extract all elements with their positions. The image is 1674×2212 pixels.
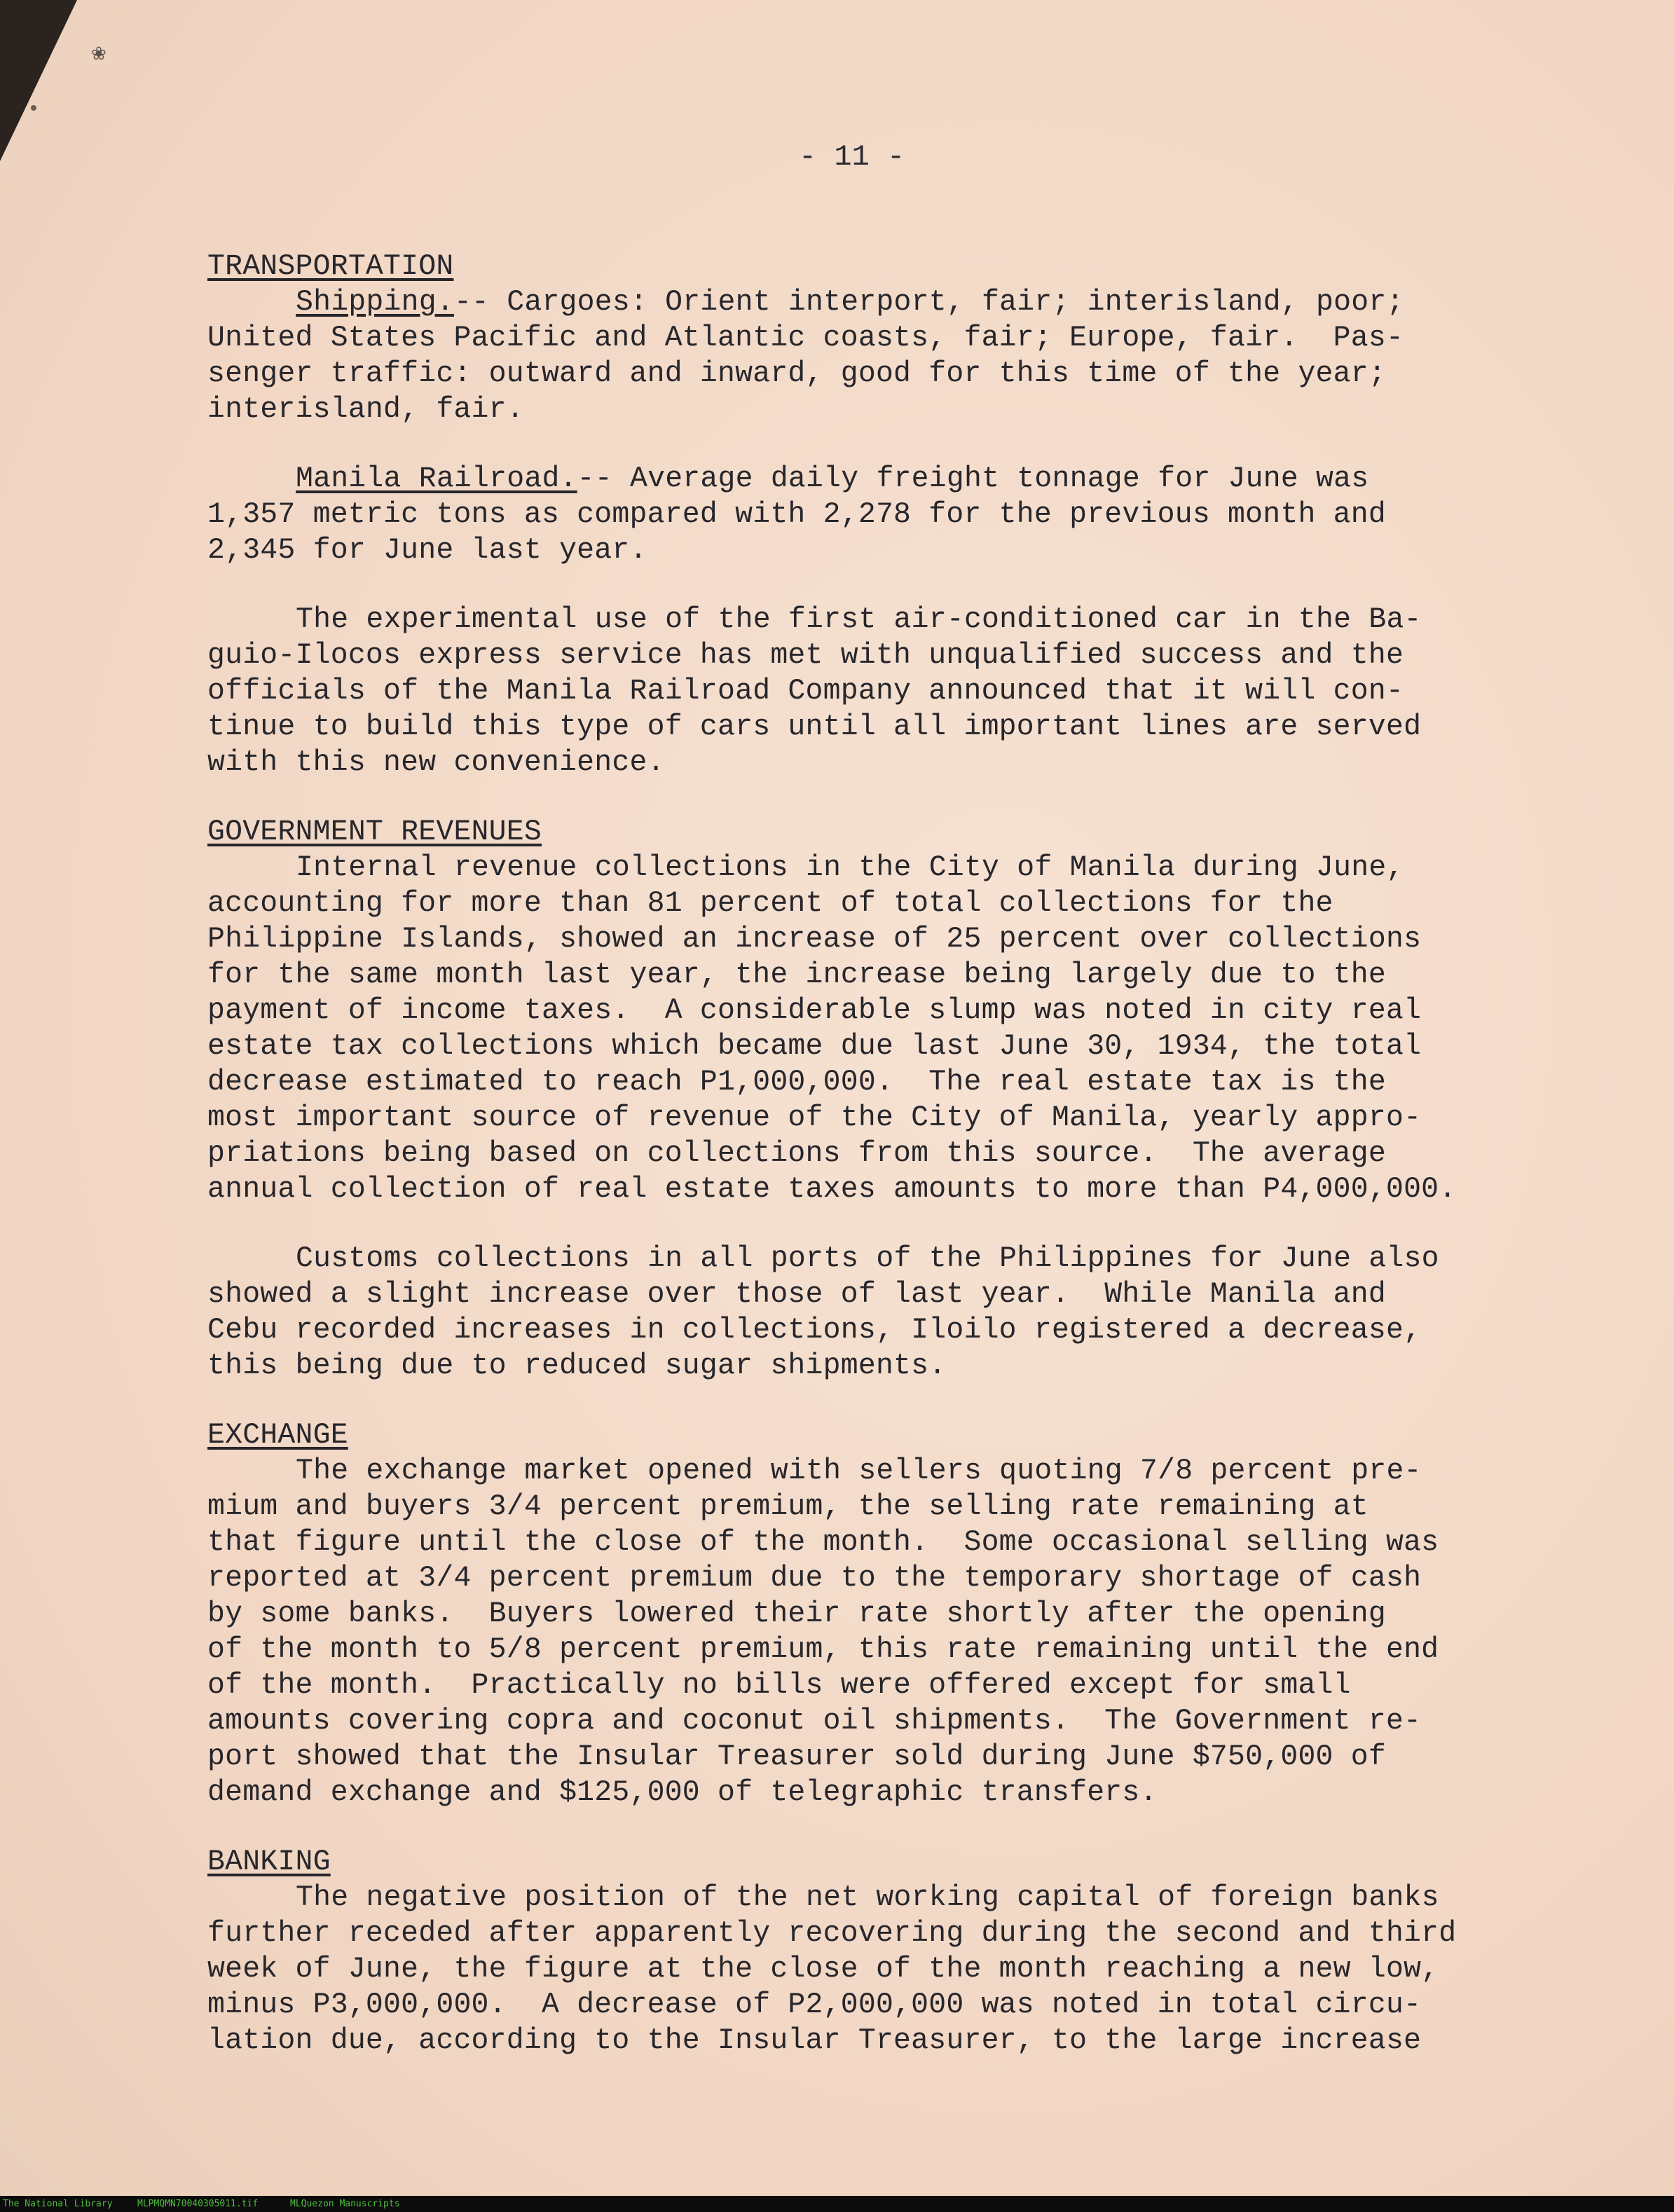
paragraph-line: payment of income taxes. A considerable slump was noted in city real	[207, 994, 1422, 1027]
heading-government-revenues: GOVERNMENT REVENUES	[207, 816, 542, 849]
spacer	[207, 568, 1469, 602]
paragraph-line: this being due to reduced sugar shipments.	[207, 1349, 947, 1382]
paragraph-line: reported at 3/4 percent premium due to the temporary shortage of cash	[207, 1562, 1422, 1595]
corner-mark-icon: ❀	[91, 43, 107, 64]
shipping-first-line: -- Cargoes: Orient interport, fair; interisland, poor;	[453, 286, 1404, 319]
paragraph-customs	[207, 1241, 1469, 1384]
paragraph-line: by some banks. Buyers lowered their rate shortly after the opening	[207, 1598, 1386, 1630]
paragraph-line: guio-Ilocos express service has met with unqualified success and the	[207, 639, 1404, 672]
spacer	[207, 1811, 1469, 1844]
heading-banking: BANKING	[207, 1846, 331, 1878]
scan-footer	[0, 2196, 1674, 2212]
railroad-first-line: -- Average daily freight tonnage for June was	[577, 462, 1369, 495]
paragraph-line: estate tax collections which became due last June 30, 1934, the total	[207, 1030, 1422, 1063]
paragraph-line	[207, 284, 1469, 320]
paragraph-shipping	[207, 284, 1469, 427]
document-body	[207, 249, 1469, 2059]
paragraph-line: most important source of revenue of the City of Manila, yearly appro-	[207, 1101, 1422, 1134]
heading-transportation: TRANSPORTATION	[207, 250, 454, 283]
paragraph-line: with this new convenience.	[207, 746, 665, 779]
railroad-label: Manila Railroad.	[296, 462, 577, 495]
paragraph-line	[207, 461, 1469, 497]
paragraph-line: decrease estimated to reach P1,000,000. The real estate tax is the	[207, 1066, 1386, 1099]
paragraph-line: tinue to build this type of cars until all important lines are served	[207, 710, 1422, 743]
paragraph-line: amounts covering copra and coconut oil shipments. The Government re-	[207, 1705, 1422, 1738]
paragraph-line: minus P3,000,000. A decrease of P2,000,000 was noted in total circu-	[207, 1988, 1422, 2021]
paragraph-line: Internal revenue collections in the City of Manila during June,	[296, 851, 1404, 884]
paragraph-exchange	[207, 1453, 1469, 1811]
spacer	[207, 781, 1469, 814]
paragraph-line: The negative position of the net working capital of foreign banks	[296, 1881, 1439, 1914]
heading-exchange: EXCHANGE	[207, 1419, 348, 1452]
paragraph-line: port showed that the Insular Treasurer sold during June $750,000 of	[207, 1740, 1386, 1773]
paragraph-aircon	[207, 602, 1469, 781]
shipping-label: Shipping.	[296, 286, 454, 319]
paragraph-line: of the month. Practically no bills were offered except for small	[207, 1669, 1351, 1702]
paragraph-line: priations being based on collections from this source. The average	[207, 1137, 1386, 1170]
paragraph-line: interisland, fair.	[207, 393, 524, 426]
spacer	[207, 1384, 1469, 1417]
paragraph-line: Customs collections in all ports of the Philippines for June also	[296, 1242, 1439, 1275]
paragraph-line: lation due, according to the Insular Treasurer, to the large increase	[207, 2024, 1422, 2057]
paragraph-line: that figure until the close of the month. Some occasional selling was	[207, 1526, 1439, 1559]
paragraph-line: of the month to 5/8 percent premium, this rate remaining until the end	[207, 1633, 1439, 1666]
paragraph-line: senger traffic: outward and inward, good for this time of the year;	[207, 357, 1386, 390]
footer-library: The National Library	[3, 2199, 113, 2209]
folded-corner	[0, 0, 77, 161]
paragraph-line: Cebu recorded increases in collections, Iloilo registered a decrease,	[207, 1314, 1422, 1347]
paragraph-line: accounting for more than 81 percent of total collections for the	[207, 887, 1333, 920]
footer-filename: MLPMQMN70040305011.tif	[137, 2199, 259, 2209]
paragraph-line: 2,345 for June last year.	[207, 534, 647, 567]
paragraph-line: annual collection of real estate taxes amounts to more than P4,000,000.	[207, 1173, 1457, 1206]
paragraph-internal-revenue	[207, 850, 1469, 1207]
paragraph-line: United States Pacific and Atlantic coasts, fair; Europe, fair. Pas-	[207, 322, 1404, 355]
paragraph-line: The exchange market opened with sellers quoting 7/8 percent pre-	[296, 1455, 1422, 1488]
spacer	[207, 1207, 1469, 1241]
paragraph-line: week of June, the figure at the close of the month reaching a new low,	[207, 1953, 1439, 1986]
paragraph-line: further receded after apparently recovering during the second and third	[207, 1917, 1457, 1950]
paragraph-line: for the same month last year, the increase being largely due to the	[207, 959, 1386, 991]
paragraph-line: mium and buyers 3/4 percent premium, the selling rate remaining at	[207, 1490, 1368, 1523]
paragraph-banking	[207, 1880, 1469, 2059]
footer-collection: MLQuezon Manuscripts	[290, 2199, 400, 2209]
page-number: - 11 -	[799, 140, 905, 174]
paragraph-line: The experimental use of the first air-conditioned car in the Ba-	[296, 603, 1422, 636]
paragraph-line: showed a slight increase over those of last year. While Manila and	[207, 1278, 1386, 1311]
paragraph-line: 1,357 metric tons as compared with 2,278 for the previous month and	[207, 498, 1386, 531]
paragraph-line: officials of the Manila Railroad Company announced that it will con-	[207, 675, 1404, 708]
paragraph-line: demand exchange and $125,000 of telegraphic transfers.	[207, 1776, 1158, 1809]
paragraph-railroad	[207, 461, 1469, 568]
spacer	[207, 427, 1469, 461]
paragraph-line: Philippine Islands, showed an increase of 25 percent over collections	[207, 923, 1422, 956]
ink-dot	[31, 105, 36, 111]
